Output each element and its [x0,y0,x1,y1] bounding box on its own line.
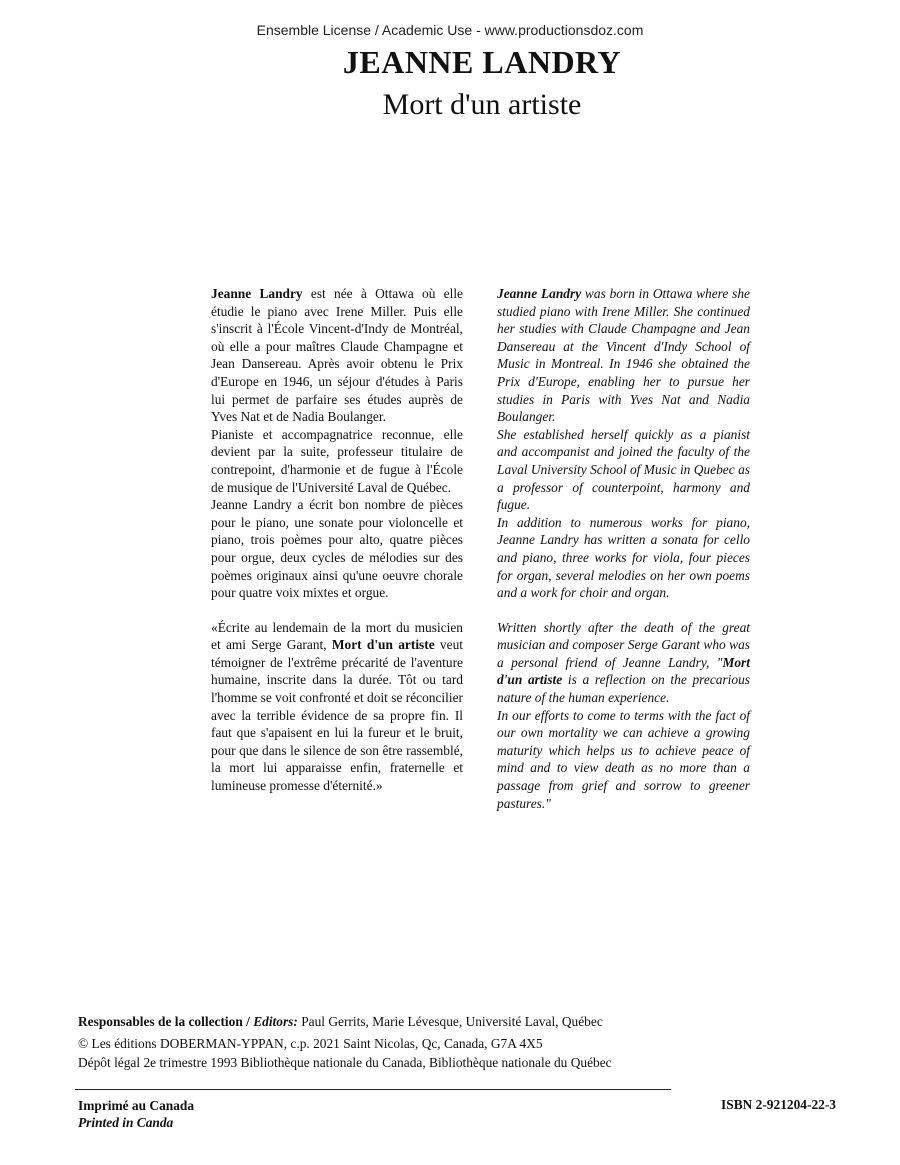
footer-divider [75,1089,671,1090]
french-bio-name: Jeanne Landry [211,286,303,301]
french-bio-text: est née à Ottawa où elle étudie le piano avec Irene Miller. Puis elle s'inscrit à l'École Vincent-d'Indy de Montréal, où elle a pour maîtres Claude Champagne et Jean Dansereau. Après avoir obtenu le Prix d'Europe en 1946, un séjour d'études à Paris lui permet de parfaire ses études auprès de Yves Nat et de Nadia Boulanger. [211,286,463,425]
english-quote-b: is a reflection on the precarious nature of the human experience. [497,672,750,706]
english-career: She established herself quickly as a pianist and accompanist and joined the faculty of the Laval University School of Music in Quebec as a professor of counterpoint, harmony and fugue. [497,426,750,513]
english-quote-c: In our efforts to come to terms with the fact of our own mortality we can achieve a growing maturity which helps us to achieve peace of mind and to view death as no more than a passage from grief and sorrow to greener pastures." [497,707,750,811]
legal-deposit-line: Dépôt légal 2e trimestre 1993 Bibliothèque nationale du Canada, Bibliothèque nationale du Québec [78,1055,612,1070]
french-career: Pianiste et accompagnatrice reconnue, elle devient par la suite, professeur titulaire de contrepoint, d'harmonie et de fugue à l'École de musique de l'Université Laval de Québec. [211,426,463,495]
editors-label-en: Editors: [253,1014,298,1029]
english-bio-text: was born in Ottawa where she studied piano with Irene Miller. She continued her studies with Claude Champagne and Jean Dansereau at the Vincent d'Indy School of Music in Montreal. In 1946 she obtained the Prix d'Europe, enabling her to pursue her studies in Paris with Yves Nat and Nadia Boulanger. [497,286,750,425]
english-bio-name: Jeanne Landry [497,286,582,301]
work-title: Mort d'un artiste [382,88,582,121]
english-column [497,285,750,812]
french-bio [211,285,463,426]
printed-in [78,1097,194,1131]
printed-en: Printed in Canda [78,1115,174,1130]
english-quote-title: Mort d'un artiste [497,654,750,688]
composer-name: JEANNE LANDRY [342,44,622,80]
printed-fr: Imprimé au Canada [78,1098,195,1113]
editors-names: Paul Gerrits, Marie Lévesque, Université Laval, Québec [297,1014,603,1029]
french-quote-title: Mort d'un artiste [331,637,435,653]
french-quote-a: «Écrite au lendemain de la mort du musicien et ami Serge Garant, [211,619,463,653]
english-quote [497,619,750,707]
french-column [211,285,463,795]
isbn: ISBN 2-921204-22-3 [721,1097,836,1112]
english-bio [497,285,750,426]
french-works: Jeanne Landry a écrit bon nombre de pièces pour le piano, une sonate pour violoncelle et piano, trois poèmes pour alto, quatre pièces pour orgue, deux cycles de mélodies sur des poèmes originaux ainsi qu'une oeuvre chorale pour quatre voix mixtes et orgue. [211,497,463,601]
editors-label: Responsables de la collection / [78,1014,254,1029]
french-quote [211,619,463,795]
license-notice: Ensemble License / Academic Use - www.productionsdoz.com [256,22,644,38]
french-quote-b: veut témoigner de l'extrême précarité de l'aventure humaine, inscrite dans la durée. Tôt ou tard l'homme se voit confronté et doit se réconcilier avec la terrible évidence de sa propre fin. Il faut que s'apaisent en lui la fureur et le bruit, pour que dans le silence de son être rassemblé, la mort lui apparaisse enfin, fraternelle et lumineuse promesse d'éternité.» [211,637,463,794]
copyright-line: © Les éditions DOBERMAN-YPPAN, c.p. 2021 Saint Nicolas, Qc, Canada, G7A 4X5 [78,1036,543,1051]
english-works: In addition to numerous works for piano, Jeanne Landry has written a sonata for cello and piano, three works for viola, four pieces for organ, several melodies on her own poems and a work for choir and organ. [497,514,750,601]
editors-line [78,1014,603,1030]
english-quote-a: Written shortly after the death of the great musician and composer Serge Garant who was a personal friend of Jeanne Landry, " [497,619,750,670]
